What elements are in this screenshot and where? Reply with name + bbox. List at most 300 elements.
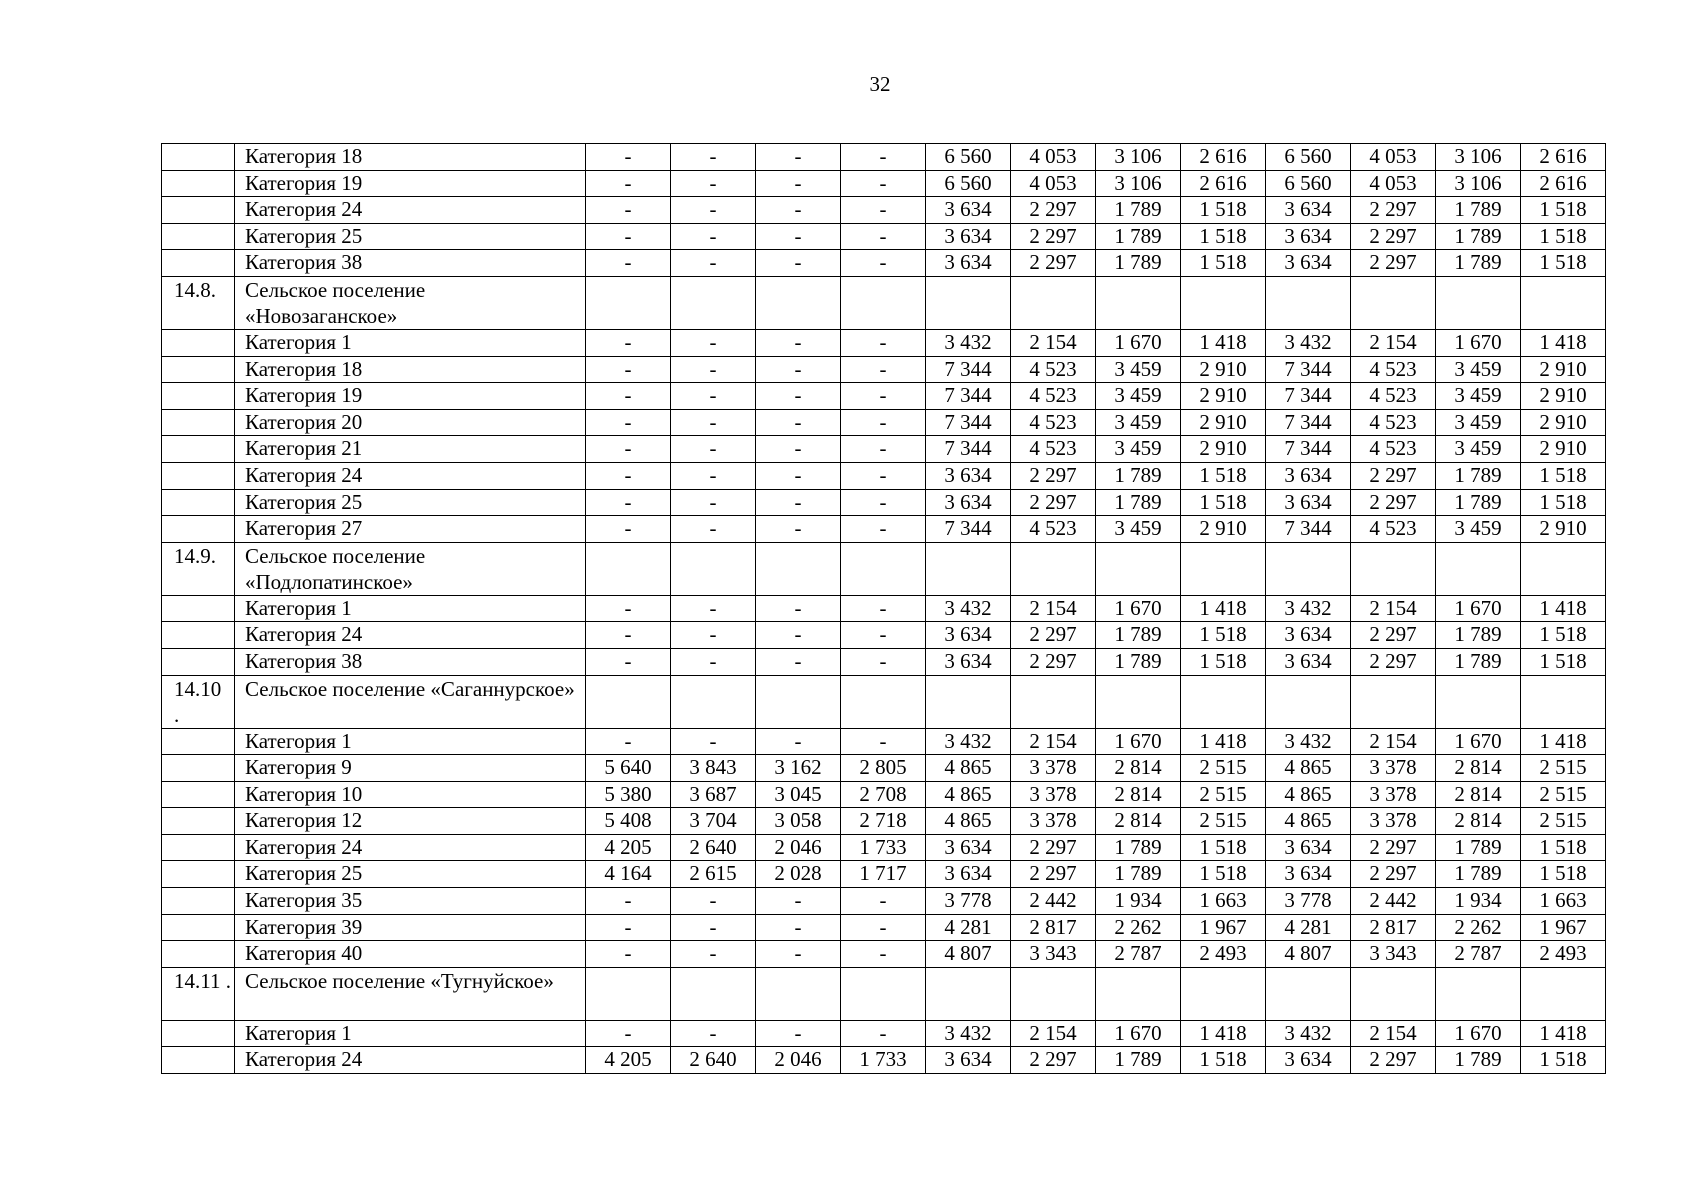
value-cell: 2 297 — [1351, 462, 1436, 489]
value-cell: - — [756, 462, 841, 489]
value-cell: 2 515 — [1521, 808, 1606, 835]
value-cell: 2 787 — [1436, 941, 1521, 968]
value-cell: 1 518 — [1521, 250, 1606, 277]
value-cell: 1 518 — [1181, 223, 1266, 250]
value-cell: 3 459 — [1436, 516, 1521, 543]
value-cell: 1 418 — [1521, 728, 1606, 755]
value-cell: 1 518 — [1181, 489, 1266, 516]
value-cell: 2 262 — [1096, 914, 1181, 941]
table-row — [162, 728, 1606, 755]
settlement-name-cell: Сельское поселение «Саганнурское» — [235, 675, 586, 728]
value-cell: 2 442 — [1351, 888, 1436, 915]
value-cell — [1266, 276, 1351, 329]
table-row — [162, 197, 1606, 224]
value-cell: 4 053 — [1351, 170, 1436, 197]
category-name-cell: Категория 25 — [235, 489, 586, 516]
value-cell: 4 807 — [1266, 941, 1351, 968]
value-cell: 1 418 — [1181, 329, 1266, 356]
value-cell: 1 518 — [1181, 1047, 1266, 1074]
row-number-cell — [162, 622, 235, 649]
value-cell: - — [586, 622, 671, 649]
table-row — [162, 755, 1606, 782]
table-row — [162, 383, 1606, 410]
value-cell: 3 106 — [1096, 170, 1181, 197]
value-cell: 3 459 — [1096, 436, 1181, 463]
value-cell — [1436, 542, 1521, 595]
value-cell: - — [586, 516, 671, 543]
table-row — [162, 250, 1606, 277]
value-cell: 3 459 — [1436, 356, 1521, 383]
value-cell — [586, 276, 671, 329]
value-cell: 2 262 — [1436, 914, 1521, 941]
value-cell: 1 418 — [1181, 595, 1266, 622]
value-cell: 2 640 — [671, 834, 756, 861]
value-cell: 2 297 — [1011, 1047, 1096, 1074]
value-cell: 2 297 — [1351, 648, 1436, 675]
value-cell — [841, 675, 926, 728]
category-name-cell: Категория 1 — [235, 1020, 586, 1047]
value-cell: 3 843 — [671, 755, 756, 782]
value-cell: 3 459 — [1096, 356, 1181, 383]
value-cell: 1 518 — [1181, 861, 1266, 888]
row-number-cell — [162, 595, 235, 622]
value-cell: 1 418 — [1521, 1020, 1606, 1047]
value-cell — [1181, 967, 1266, 1020]
value-cell: 2 910 — [1521, 409, 1606, 436]
value-cell: - — [756, 595, 841, 622]
section-row — [162, 276, 1606, 329]
value-cell: - — [671, 329, 756, 356]
category-name-cell: Категория 40 — [235, 941, 586, 968]
value-cell: 4 523 — [1011, 356, 1096, 383]
value-cell: 1 518 — [1521, 462, 1606, 489]
value-cell — [756, 542, 841, 595]
table-row — [162, 888, 1606, 915]
value-cell: 2 297 — [1011, 489, 1096, 516]
value-cell — [841, 276, 926, 329]
value-cell: 1 789 — [1436, 622, 1521, 649]
value-cell: 1 733 — [841, 1047, 926, 1074]
value-cell: 1 518 — [1181, 834, 1266, 861]
value-cell — [926, 542, 1011, 595]
value-cell: 2 028 — [756, 861, 841, 888]
value-cell: 3 106 — [1436, 170, 1521, 197]
value-cell: 3 634 — [926, 197, 1011, 224]
value-cell: 3 378 — [1011, 755, 1096, 782]
settlement-name-cell: Сельское поселение «Подлопатинское» — [235, 542, 586, 595]
row-number-cell — [162, 329, 235, 356]
value-cell: 2 297 — [1351, 223, 1436, 250]
category-name-cell: Категория 19 — [235, 383, 586, 410]
value-cell: 1 934 — [1096, 888, 1181, 915]
value-cell: - — [671, 462, 756, 489]
value-cell: 1 670 — [1096, 595, 1181, 622]
value-cell: 4 523 — [1351, 383, 1436, 410]
value-cell: 2 616 — [1521, 170, 1606, 197]
value-cell: 2 297 — [1011, 223, 1096, 250]
value-cell: 4 205 — [586, 1047, 671, 1074]
row-number-cell — [162, 462, 235, 489]
value-cell: - — [756, 223, 841, 250]
value-cell: - — [756, 250, 841, 277]
value-cell: 1 518 — [1521, 622, 1606, 649]
value-cell: 3 778 — [1266, 888, 1351, 915]
value-cell: 1 663 — [1521, 888, 1606, 915]
table-row — [162, 914, 1606, 941]
value-cell — [1521, 276, 1606, 329]
value-cell: 7 344 — [1266, 356, 1351, 383]
value-cell: 2 910 — [1521, 436, 1606, 463]
value-cell — [1266, 542, 1351, 595]
value-cell: 2 787 — [1096, 941, 1181, 968]
value-cell: 7 344 — [1266, 409, 1351, 436]
value-cell: 2 814 — [1096, 808, 1181, 835]
value-cell: 2 814 — [1436, 781, 1521, 808]
value-cell: 1 789 — [1096, 197, 1181, 224]
value-cell: 3 634 — [926, 834, 1011, 861]
value-cell: 1 789 — [1436, 197, 1521, 224]
category-name-cell: Категория 25 — [235, 861, 586, 888]
value-cell — [1351, 276, 1436, 329]
value-cell: 3 459 — [1436, 436, 1521, 463]
value-cell: - — [671, 383, 756, 410]
value-cell: 7 344 — [1266, 436, 1351, 463]
category-name-cell: Категория 10 — [235, 781, 586, 808]
table-row — [162, 436, 1606, 463]
value-cell: 3 106 — [1096, 144, 1181, 171]
value-cell: - — [841, 383, 926, 410]
value-cell: - — [841, 914, 926, 941]
value-cell: 1 518 — [1521, 1047, 1606, 1074]
value-cell: 2 154 — [1351, 329, 1436, 356]
value-cell: 2 910 — [1181, 356, 1266, 383]
value-cell — [586, 542, 671, 595]
row-number-cell — [162, 250, 235, 277]
value-cell: - — [756, 409, 841, 436]
value-cell: 3 343 — [1351, 941, 1436, 968]
value-cell — [1181, 675, 1266, 728]
table-row — [162, 462, 1606, 489]
value-cell: 1 418 — [1181, 1020, 1266, 1047]
row-number-cell — [162, 808, 235, 835]
value-cell: - — [671, 170, 756, 197]
value-cell: 1 789 — [1436, 648, 1521, 675]
value-cell — [1011, 675, 1096, 728]
value-cell: 2 046 — [756, 834, 841, 861]
value-cell: - — [671, 728, 756, 755]
value-cell: - — [586, 436, 671, 463]
row-number-cell — [162, 383, 235, 410]
value-cell: 4 523 — [1351, 516, 1436, 543]
value-cell: - — [671, 250, 756, 277]
category-name-cell: Категория 24 — [235, 834, 586, 861]
row-number-cell: 14.9. — [162, 542, 235, 595]
value-cell: 4 807 — [926, 941, 1011, 968]
value-cell: 2 297 — [1351, 861, 1436, 888]
value-cell: - — [671, 197, 756, 224]
value-cell: 3 432 — [1266, 728, 1351, 755]
value-cell: 3 045 — [756, 781, 841, 808]
value-cell: 4 205 — [586, 834, 671, 861]
value-cell: - — [586, 197, 671, 224]
value-cell: 1 663 — [1181, 888, 1266, 915]
value-cell: 2 442 — [1011, 888, 1096, 915]
value-cell: 1 418 — [1521, 329, 1606, 356]
value-cell: 2 515 — [1181, 808, 1266, 835]
value-cell: 1 670 — [1096, 329, 1181, 356]
category-name-cell: Категория 38 — [235, 250, 586, 277]
value-cell: 4 523 — [1011, 436, 1096, 463]
value-cell — [586, 675, 671, 728]
table-row — [162, 622, 1606, 649]
value-cell — [1011, 542, 1096, 595]
value-cell: - — [586, 383, 671, 410]
value-cell: - — [841, 595, 926, 622]
row-number-cell — [162, 1020, 235, 1047]
row-number-cell — [162, 861, 235, 888]
value-cell: 1 518 — [1521, 648, 1606, 675]
category-name-cell: Категория 18 — [235, 356, 586, 383]
value-cell: - — [756, 622, 841, 649]
value-cell: - — [841, 728, 926, 755]
value-cell: - — [671, 356, 756, 383]
value-cell: 1 670 — [1096, 1020, 1181, 1047]
category-name-cell: Категория 25 — [235, 223, 586, 250]
table-row — [162, 941, 1606, 968]
value-cell: 2 297 — [1351, 250, 1436, 277]
value-cell: 2 515 — [1181, 755, 1266, 782]
value-cell: 1 789 — [1436, 834, 1521, 861]
category-name-cell: Категория 24 — [235, 622, 586, 649]
value-cell: 2 616 — [1181, 170, 1266, 197]
category-name-cell: Категория 21 — [235, 436, 586, 463]
value-cell: - — [671, 489, 756, 516]
value-cell: 7 344 — [926, 383, 1011, 410]
value-cell: 1 789 — [1096, 861, 1181, 888]
value-cell: 4 865 — [926, 781, 1011, 808]
table-row — [162, 808, 1606, 835]
value-cell — [586, 967, 671, 1020]
value-cell: 4 053 — [1011, 144, 1096, 171]
value-cell: 2 297 — [1011, 648, 1096, 675]
value-cell — [756, 276, 841, 329]
value-cell: 3 634 — [926, 622, 1011, 649]
value-cell: 1 789 — [1096, 462, 1181, 489]
value-cell: 2 297 — [1011, 197, 1096, 224]
table-row — [162, 834, 1606, 861]
value-cell — [841, 967, 926, 1020]
row-number-cell — [162, 728, 235, 755]
value-cell: 2 910 — [1521, 516, 1606, 543]
value-cell: 1 518 — [1181, 197, 1266, 224]
value-cell: 3 432 — [926, 329, 1011, 356]
value-cell: 3 634 — [926, 1047, 1011, 1074]
value-cell — [1351, 675, 1436, 728]
value-cell: 4 865 — [926, 755, 1011, 782]
value-cell: 7 344 — [926, 436, 1011, 463]
value-cell: 2 616 — [1181, 144, 1266, 171]
value-cell: - — [756, 197, 841, 224]
value-cell: 3 778 — [926, 888, 1011, 915]
value-cell — [926, 675, 1011, 728]
table-row — [162, 861, 1606, 888]
row-number-cell — [162, 755, 235, 782]
value-cell: 2 910 — [1181, 383, 1266, 410]
value-cell: 1 518 — [1521, 223, 1606, 250]
value-cell — [1436, 967, 1521, 1020]
value-cell: 1 967 — [1521, 914, 1606, 941]
table-row — [162, 223, 1606, 250]
value-cell — [1181, 276, 1266, 329]
table-row — [162, 409, 1606, 436]
row-number-cell — [162, 914, 235, 941]
section-row — [162, 675, 1606, 728]
category-name-cell: Категория 1 — [235, 329, 586, 356]
category-name-cell: Категория 24 — [235, 197, 586, 224]
value-cell: 1 789 — [1436, 861, 1521, 888]
value-cell: 2 910 — [1181, 436, 1266, 463]
value-cell: 2 814 — [1436, 755, 1521, 782]
value-cell: - — [841, 1020, 926, 1047]
value-cell: - — [671, 1020, 756, 1047]
row-number-cell — [162, 197, 235, 224]
value-cell — [1351, 967, 1436, 1020]
value-cell: - — [756, 356, 841, 383]
value-cell: - — [841, 197, 926, 224]
value-cell: 4 865 — [926, 808, 1011, 835]
value-cell: - — [671, 516, 756, 543]
value-cell: 3 634 — [926, 648, 1011, 675]
value-cell: - — [586, 223, 671, 250]
table-row — [162, 595, 1606, 622]
value-cell: 1 789 — [1436, 250, 1521, 277]
row-number-cell — [162, 941, 235, 968]
value-cell: - — [756, 648, 841, 675]
value-cell: 3 634 — [1266, 197, 1351, 224]
value-cell: - — [586, 648, 671, 675]
value-cell: 4 164 — [586, 861, 671, 888]
value-cell: - — [841, 622, 926, 649]
value-cell: 2 297 — [1011, 834, 1096, 861]
value-cell — [756, 967, 841, 1020]
value-cell — [1096, 967, 1181, 1020]
value-cell: 3 459 — [1096, 383, 1181, 410]
row-number-cell — [162, 436, 235, 463]
value-cell: 1 518 — [1181, 622, 1266, 649]
value-cell: - — [586, 888, 671, 915]
value-cell — [1521, 542, 1606, 595]
table-row — [162, 356, 1606, 383]
value-cell: - — [671, 888, 756, 915]
value-cell: 2 910 — [1521, 356, 1606, 383]
value-cell: 1 670 — [1436, 329, 1521, 356]
value-cell: - — [586, 329, 671, 356]
value-cell: 2 297 — [1351, 1047, 1436, 1074]
value-cell: 4 865 — [1266, 781, 1351, 808]
value-cell: 3 378 — [1011, 808, 1096, 835]
value-cell: 1 518 — [1521, 861, 1606, 888]
value-cell: - — [586, 941, 671, 968]
value-cell: 3 378 — [1351, 755, 1436, 782]
value-cell: 2 297 — [1351, 622, 1436, 649]
value-cell: 3 459 — [1096, 409, 1181, 436]
value-cell: 2 297 — [1011, 462, 1096, 489]
table-row — [162, 329, 1606, 356]
value-cell: 2 805 — [841, 755, 926, 782]
value-cell: 7 344 — [926, 409, 1011, 436]
value-cell: - — [671, 648, 756, 675]
value-cell — [1436, 276, 1521, 329]
value-cell: - — [586, 170, 671, 197]
value-cell: - — [586, 728, 671, 755]
value-cell: 3 634 — [926, 250, 1011, 277]
value-cell: 4 523 — [1011, 383, 1096, 410]
value-cell: 3 634 — [926, 462, 1011, 489]
value-cell: - — [671, 409, 756, 436]
value-cell: - — [586, 1020, 671, 1047]
value-cell: - — [586, 489, 671, 516]
value-cell: - — [841, 516, 926, 543]
row-number-cell — [162, 516, 235, 543]
value-cell — [1266, 967, 1351, 1020]
value-cell — [1181, 542, 1266, 595]
row-number-cell — [162, 781, 235, 808]
value-cell: 2 515 — [1521, 781, 1606, 808]
value-cell: - — [841, 144, 926, 171]
value-cell: 1 670 — [1436, 1020, 1521, 1047]
value-cell: 7 344 — [1266, 516, 1351, 543]
row-number-cell — [162, 489, 235, 516]
value-cell: 4 865 — [1266, 808, 1351, 835]
value-cell: 4 523 — [1351, 436, 1436, 463]
value-cell: 2 616 — [1521, 144, 1606, 171]
category-name-cell: Категория 38 — [235, 648, 586, 675]
value-cell: 3 634 — [1266, 1047, 1351, 1074]
value-cell: 2 297 — [1351, 197, 1436, 224]
value-cell: - — [756, 436, 841, 463]
value-cell: 2 154 — [1351, 1020, 1436, 1047]
value-cell — [1011, 276, 1096, 329]
value-cell: 1 717 — [841, 861, 926, 888]
value-cell: - — [841, 356, 926, 383]
table-row — [162, 489, 1606, 516]
row-number-cell — [162, 834, 235, 861]
value-cell — [756, 675, 841, 728]
category-name-cell: Категория 35 — [235, 888, 586, 915]
category-name-cell: Категория 18 — [235, 144, 586, 171]
value-cell: - — [756, 888, 841, 915]
value-cell — [671, 276, 756, 329]
value-cell: 3 634 — [1266, 622, 1351, 649]
row-number-cell — [162, 144, 235, 171]
row-number-cell: 14.10 . — [162, 675, 235, 728]
value-cell: 4 523 — [1351, 409, 1436, 436]
value-cell — [926, 276, 1011, 329]
tariff-table — [161, 143, 1606, 1074]
value-cell: 3 634 — [926, 861, 1011, 888]
value-cell: - — [841, 250, 926, 277]
category-name-cell: Категория 1 — [235, 728, 586, 755]
row-number-cell — [162, 170, 235, 197]
value-cell: 6 560 — [1266, 170, 1351, 197]
value-cell: - — [586, 409, 671, 436]
value-cell: - — [586, 595, 671, 622]
value-cell: 3 058 — [756, 808, 841, 835]
value-cell: 3 687 — [671, 781, 756, 808]
value-cell — [841, 542, 926, 595]
value-cell — [1521, 967, 1606, 1020]
category-name-cell: Категория 19 — [235, 170, 586, 197]
